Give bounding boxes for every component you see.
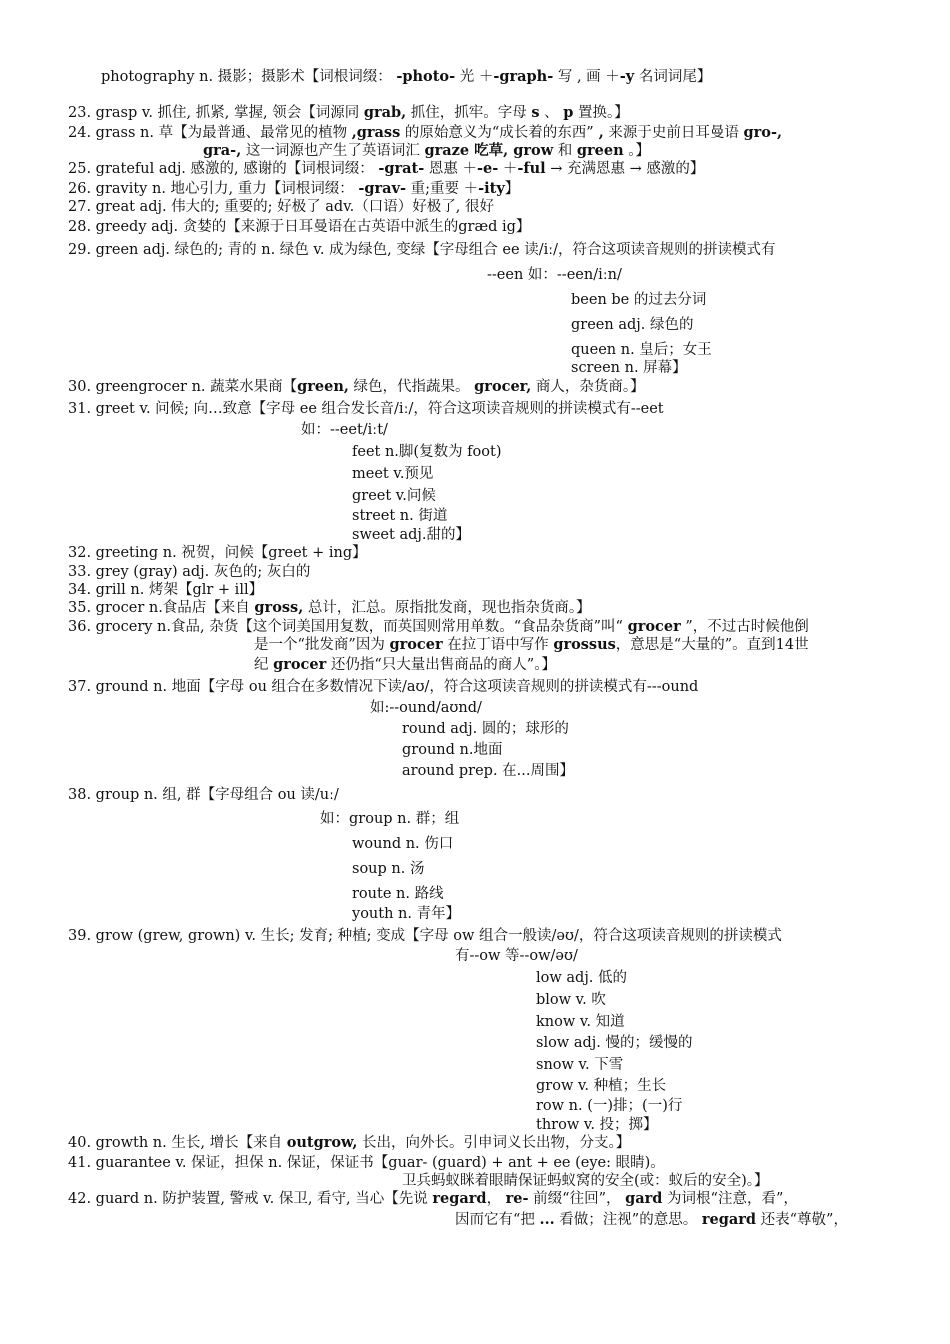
text-span: feet n.脚(复数为 foot) [352, 444, 502, 460]
text-span: 为词根“注意，看”， [662, 1191, 798, 1207]
text-line [352, 526, 470, 544]
bold-term: re- [505, 1190, 529, 1207]
text-span: around prep. 在...周围】 [402, 763, 574, 779]
bold-term: -ful [517, 160, 546, 177]
text-span: meet v.预见 [352, 466, 434, 482]
text-span: ”，不过古时候他倒 [680, 619, 809, 635]
text-line [352, 507, 447, 525]
text-line [536, 1034, 692, 1052]
text-span: 是一个“批发商”因为 [254, 637, 390, 653]
text-span: → 充满恩惠 → 感激的】 [545, 161, 705, 177]
bold-term: gra-, [203, 142, 242, 159]
text-line [68, 378, 645, 396]
text-span: 39. grow (grew, grown) v. 生长; 发育; 种植; 变成【字母 ow 组合一般读/əʊ/，符合这项读音规则的拼读模式 [68, 928, 782, 944]
text-line [68, 563, 310, 581]
text-line [536, 1077, 666, 1095]
bold-term: -y [619, 68, 635, 85]
text-line [352, 465, 433, 483]
text-line [352, 885, 444, 903]
text-span: ground n.地面 [402, 742, 503, 758]
text-span: low adj. 低的 [536, 970, 628, 986]
text-span: 如：--eet/iːt/ [301, 422, 388, 438]
text-line [68, 218, 530, 236]
text-span: snow v. 下雪 [536, 1057, 624, 1073]
text-span: 前缀“往回”， [528, 1191, 626, 1207]
text-span: 光 ＋ [455, 69, 494, 85]
bold-term: s [531, 104, 540, 121]
text-line [487, 266, 622, 284]
text-line [68, 1190, 798, 1208]
text-span: 绿色，代指蔬果。 [348, 379, 475, 395]
text-span: 23. grasp v. 抓住, 抓紧, 掌握, 领会【词源同 [68, 105, 364, 121]
bold-term: green [576, 142, 624, 159]
text-span: queen n. 皇后；女王 [571, 342, 712, 358]
text-span: 37. ground n. 地面【字母 ou 组合在多数情况下读/aʊ/，符合这项读音规则的拼读模式有---ound [68, 679, 699, 695]
text-span: 商人，杂货商。】 [531, 379, 645, 395]
text-line [402, 720, 569, 738]
text-span: know v. 知道 [536, 1014, 625, 1030]
text-line [68, 180, 519, 198]
text-span: 】 [504, 181, 520, 197]
bold-term: grab, [363, 104, 407, 121]
text-line [320, 810, 459, 828]
text-span: 27. great adj. 伟大的; 重要的; 好极了 adv.（口语）好极了, 很好 [68, 199, 495, 215]
text-span: --een 如：--een/iːn/ [487, 267, 622, 283]
text-span: 38. group n. 组, 群【字母组合 ou 读/uː/ [68, 787, 339, 803]
bold-term: grocer [627, 618, 681, 635]
text-span: 还仍指“只大量出售商品的商人”。】 [326, 657, 556, 673]
text-span: 置换。】 [573, 105, 629, 121]
text-span: 如:--ound/aʊnd/ [370, 700, 482, 716]
text-span: 重;重要 ＋ [406, 181, 479, 197]
text-span: 和 [553, 143, 577, 159]
text-span: 25. grateful adj. 感激的, 感谢的【词根词缀： [68, 161, 379, 177]
text-line [68, 400, 664, 418]
text-line [68, 241, 775, 259]
bold-term: graze 吃草, grow [424, 142, 554, 159]
bold-term: -graph- [493, 68, 554, 85]
text-line [536, 1116, 658, 1134]
text-span: 32. greeting n. 祝贺，问候【greet + ing】 [68, 545, 367, 561]
bold-term: green, [297, 378, 349, 395]
text-span: 看做；注视”的意思。 [554, 1212, 702, 1228]
text-span: 有--ow 等--ow/əʊ/ [455, 948, 578, 964]
text-span: slow adj. 慢的；缓慢的 [536, 1035, 693, 1051]
text-span: 写 , 画 ＋ [553, 69, 620, 85]
text-line [68, 786, 339, 804]
text-span: 来源于史前日耳曼语 [603, 125, 744, 141]
text-line [68, 678, 698, 696]
bold-term: ... [539, 1211, 555, 1228]
bold-term: -e- [477, 160, 499, 177]
text-line [352, 443, 502, 461]
text-line [536, 1013, 625, 1031]
bold-term: outgrow, [286, 1134, 358, 1151]
text-span: green adj. 绿色的 [571, 317, 694, 333]
text-span: photography n. 摄影；摄影术【词根词缀： [101, 69, 397, 85]
text-span: 36. grocery n.食品, 杂货【这个词美国用复数，而英国则常用单数。“食品杂货商”叫“ [68, 619, 628, 635]
text-span: 31. greet v. 问候; 向…致意【字母 ee 组合发长音/iː/，符合这项读音规则的拼读模式有--eet [68, 401, 664, 417]
text-line [352, 835, 453, 853]
bold-term: ,grass [351, 124, 401, 141]
bold-term: gard [625, 1190, 663, 1207]
text-line [352, 905, 460, 923]
bold-term: -ity [478, 180, 505, 197]
text-line [352, 487, 436, 505]
text-line [536, 1097, 682, 1115]
text-span: row n. (一)排；(一)行 [536, 1098, 683, 1114]
text-line [402, 762, 574, 780]
text-span: 41. guarantee v. 保证，担保 n. 保证，保证书【guar- (guard) + ant + ee (eye: 眼睛)。 [68, 1155, 665, 1171]
bold-term: p [563, 104, 574, 121]
text-line [301, 421, 388, 439]
text-line [402, 1172, 769, 1190]
text-line [68, 104, 629, 122]
text-line [68, 581, 263, 599]
text-span: grow v. 种植；生长 [536, 1078, 667, 1094]
text-span: ＋ [498, 161, 518, 177]
bold-term: grocer, [474, 378, 532, 395]
text-span: 30. greengrocer n. 蔬菜水果商【 [68, 379, 298, 395]
text-line [203, 142, 650, 160]
text-line [536, 1056, 623, 1074]
bold-term: gross, [254, 599, 304, 616]
bold-term: regard [432, 1190, 487, 1207]
text-span: route n. 路线 [352, 886, 444, 902]
text-span: soup n. 汤 [352, 861, 425, 877]
text-span: 、 [539, 105, 564, 121]
text-span: 这一词源也产生了英语词汇 [241, 143, 425, 159]
text-line [68, 544, 367, 562]
text-line [571, 291, 706, 309]
bold-term: -photo- [396, 68, 456, 85]
bold-term: , [593, 124, 604, 141]
text-span: 。】 [623, 143, 651, 159]
text-line [536, 991, 606, 1009]
text-span: 29. green adj. 绿色的; 青的 n. 绿色 v. 成为绿色, 变绿【字母组合 ee 读/iː/，符合这项读音规则的拼读模式有 [68, 242, 776, 258]
bold-term: regard [701, 1211, 757, 1228]
text-line [455, 1211, 848, 1229]
text-span: 26. gravity n. 地心引力, 重力【词根词缀： [68, 181, 359, 197]
text-span: 在拉丁语中写作 [442, 637, 554, 653]
text-span: 还表“尊敬”， [756, 1212, 848, 1228]
text-line [571, 341, 712, 359]
bold-term: -grat- [378, 160, 425, 177]
text-span: 抓住，抓牢。字母 [406, 105, 532, 121]
text-line [254, 636, 809, 654]
text-line [571, 359, 687, 377]
text-span: 卫兵蚂蚁眯着眼睛保证蚂蚁窝的安全(或：蚁后的安全)。】 [402, 1173, 769, 1189]
text-line [68, 1154, 665, 1172]
bold-term: gro-, [743, 124, 783, 141]
text-span: ，意思是“大量的”。直到14世 [615, 637, 809, 653]
text-line [68, 124, 782, 142]
text-line [68, 198, 494, 216]
text-line [455, 947, 578, 965]
text-line [402, 741, 502, 759]
text-line [536, 969, 627, 987]
text-span: youth n. 青年】 [352, 906, 461, 922]
text-line [254, 656, 556, 674]
text-span: been be 的过去分词 [571, 292, 707, 308]
text-span: wound n. 伤口 [352, 836, 454, 852]
text-line [68, 927, 782, 945]
text-span: 28. greedy adj. 贪婪的【来源于日耳曼语在古英语中派生的græd ig】 [68, 219, 531, 235]
text-span: 名词词尾】 [634, 69, 712, 85]
text-span: 35. grocer n.食品店【来自 [68, 600, 255, 616]
text-line [370, 699, 482, 717]
text-span: 40. growth n. 生长, 增长【来自 [68, 1135, 287, 1151]
text-span: throw v. 投；掷】 [536, 1117, 658, 1133]
text-span: round adj. 圆的；球形的 [402, 721, 569, 737]
text-span: 如：group n. 群；组 [320, 811, 460, 827]
text-span: 纪 [254, 657, 274, 673]
text-line [571, 316, 693, 334]
text-span: 42. guard n. 防护装置, 警戒 v. 保卫, 看守, 当心【先说 [68, 1191, 433, 1207]
text-line [68, 1134, 630, 1152]
bold-term: grossus [553, 636, 616, 653]
text-line [352, 860, 424, 878]
text-span: 33. grey (gray) adj. 灰色的; 灰白的 [68, 564, 311, 580]
bold-term: grocer [389, 636, 443, 653]
text-span: street n. 街道 [352, 508, 448, 524]
text-line [68, 599, 591, 617]
text-span: blow v. 吹 [536, 992, 606, 1008]
text-span: 因而它有“把 [455, 1212, 540, 1228]
text-line [101, 68, 711, 86]
text-span: ， [486, 1191, 506, 1207]
bold-term: -grav- [358, 180, 407, 197]
text-span: screen n. 屏幕】 [571, 360, 687, 376]
text-span: 24. grass n. 草【为最普通、最常见的植物 [68, 125, 352, 141]
text-span: sweet adj.甜的】 [352, 527, 470, 543]
text-span: 恩惠 ＋ [424, 161, 477, 177]
text-line [68, 160, 704, 178]
text-span: 长出，向外长。引申词义长出物，分支。】 [357, 1135, 631, 1151]
text-span: greet v.问候 [352, 488, 436, 504]
text-span: 总计，汇总。原指批发商，现也指杂货商。】 [303, 600, 591, 616]
bold-term: grocer [273, 656, 327, 673]
text-span: 的原始意义为“成长着的东西” [400, 125, 594, 141]
text-line [68, 618, 809, 636]
text-span: 34. grill n. 烤架【glr + ill】 [68, 582, 264, 598]
